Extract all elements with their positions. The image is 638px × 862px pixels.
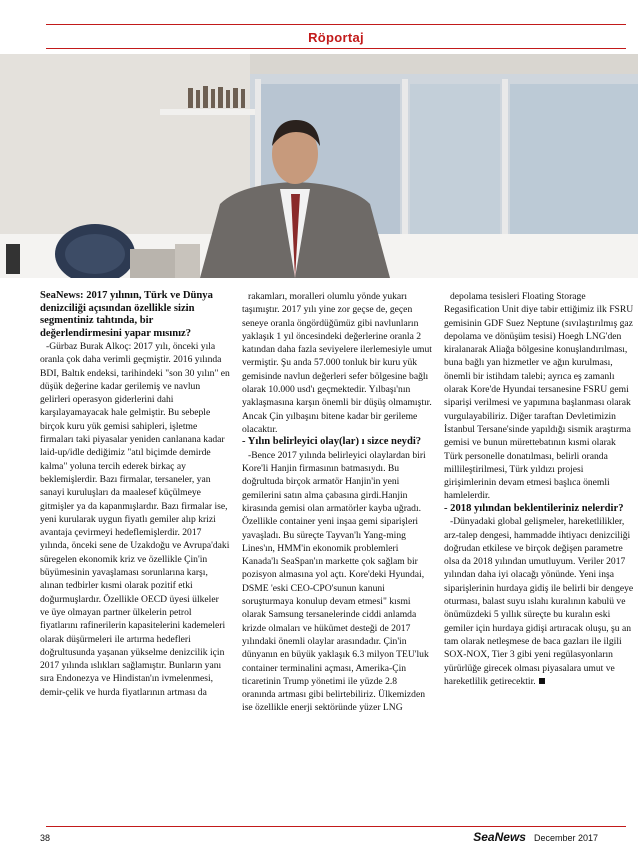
- answer-1: -Gürbaz Burak Alkoç: 2017 yılı, önceki yıla oranla çok daha verimli geçmiştir. 2016 yılında BDI, Baltık endeksi, tarihindeki "son 30 yılın" en düşük değerine kadar gerilemiş ve navlun gelirleri operasyon giderlerini dahi karşılayamayacak hale gelmiştir. Bu sebeple birçok kuru yük gemisi sahipleri, işletme firmaları taki piyasalar yeniden canlanana kadar laid-up/idle dediğimiz "atıl biçimde demirde kalma" yoluna tercih ederek birkaç ay beklemişlerdir. Bazı firmalar, tersaneler, yan sanayi kuruluşları da maalesef küçülmeye gitmişler ya da kapanmışlardır. Bazı firmalar ise, yeni kurularak uygun fiyatlı gemiler alıp krizi avantaja çevirmeyi hedeflemişlerdir. 2017 yılında, önceki sene de Uzakdoğu ve Avrupa'daki süregelen ekonomik kriz ve özellikle Çin'in büyümesinin yavaşlaması sorunlarına karşı, alınan tedbirler kısmi olarak pozitif etki doğurmuşlardır. Özellikle OECD üyesi ülkeler ve üye olmayan partner ülkelerin petrol fiyatlarını rafinerilerin kapasitelerini kademeleri olarak düşürmeleri ile artırma hedefleri doğrultusunda yaşanan yükselme denizcilik için 2017 yılında ıslıkları sağlamıştır. Bunların yanı sıra Endonezya ve Hindistan'ın ivmelenmesi, demir-çelik ve hurda fiyatlarının artması da: [40, 341, 230, 698]
- footer-brand: SeaNews: [473, 830, 526, 844]
- question-3: - 2018 yılından beklentileriniz nelerdir?: [444, 502, 624, 514]
- answer-1-continued: rakamları, moralleri olumlu yönde yukarı taşımıştır. 2017 yılı yine zor geçse de, geçen seneye oranla öngördüğümüz gibi navlunların yaklaşık 1 yıl öncesindeki değerlerine oranla 2 katından daha fazla seviyelere ilerlemesiyle umut vermiştir. Şu anda 57.000 tonluk bir kuru yük gemisinde navlun değerleri sefer bölgesine bağlı olarak 10.000 usd'ı geçmektedir. Yılbaşı'nın yaklaşmasına karşın önemli bir düşüş olmamıştır. Ancak Çin yılbaşını bitene kadar bir gerileme olacaktır.: [242, 291, 432, 435]
- section-title: Röportaj: [308, 30, 364, 45]
- footer-rule: [46, 826, 626, 827]
- photo-illustration: [0, 54, 638, 278]
- question-1: SeaNews: 2017 yılının, Türk ve Dünya denizciliği açısından özellikle sizin segmentiniz tahtında, bir değerlendirmesini yapar mısınız?: [40, 290, 213, 339]
- page-number: 38: [40, 833, 51, 843]
- header-rule-bottom: [46, 48, 626, 49]
- article-column-1: [40, 290, 230, 810]
- end-mark-icon: [539, 678, 545, 684]
- answer-3: -Dünyadaki global gelişmeler, hareketlilikler, arz-talep dengesi, hammadde ihtiyacı denizciliği doğrudan etkilese ve birçok değişen parametre olsa da 2018 yılından umutluyum. Veriler 2017 yılından daha iyi olacağı yönünde. Yeni inşa siparişlerinin hurdaya gidiş ile belirli bir dengeye oturması, balast suyu ıslahı kuralının kabulü ve önümüzdeki 5 yıllık süreçte bu kuralın eski gemiler için hurdaya gidişi artıracak oluşu, şu an tam olarak netleşmese de baca gazları ile ilgili SOX-NOX, Tier 3 gibi yeni regülasyonların yürürlüğe girecek olması piyasalara umut ve hareketlilik getirecektir.: [444, 516, 634, 687]
- interview-photo: [0, 54, 638, 278]
- footer-brand-block: [473, 830, 598, 844]
- header-rule-top: [46, 24, 626, 25]
- answer-2-continued: depolama tesisleri Floating Storage Regasification Unit diye tabir ettiğimiz ilk FSRU gemisinin GDF Suez Neptune (sıvılaştırılmış gaz depolama ve dönüşüm tesisi) Hoegh LNG'den kiralanarak Aliağa bölgesine konuşlandırılması, buna bağlı yan hizmetler ve ağın kurulması, önemli bir istihdam talebi; ayrıca eş zamanlı olarak Kore'de Hyundai tersanesine FSRU gemi siparişi verilmesi ve yapımına başlanması olarak vurgulayabiliriz. Diğer taraftan Devletimizin İstanbul Tersane'sinde yapıldığı sismik araştırma gemisi ve bunun mürettebatının kısmi olarak Türk personelle donatılması, belirli oranda millileştirilmesi, Türk yıldızı projesi girişimlerinin devam etmesi başlıca önemli hamlelerdir.: [444, 291, 634, 502]
- article-body: [40, 290, 634, 810]
- article-column-2: [242, 290, 432, 810]
- answer-3-wrap: [444, 515, 634, 688]
- footer-issue: December 2017: [533, 833, 598, 843]
- article-column-3: [444, 290, 634, 810]
- answer-2: -Bence 2017 yılında belirleyici olaylardan biri Kore'li Hanjin firmasının batmasıydı. Bu doğrultuda birçok armatör Hanjin'in yeni gemilerini satın alma çabasına girdi.Hanjin kirasında gemisi olan armatörler kayba uğradı. Özellikle container yeni inşaa gemi siparişleri yavaşladı. Bu süreçte Tayvan'lı Yang-ming Lines'ın, HMM'in ekonomik problemleri Kanada'lı SeaSpan'ın markette çok sağlam bir pozisyon almasına yol açtı. Kore'deki Hyundai, DSME 'eski CEO-CPO'sunun kanuni soruşturmaya konulup devam etmesi" kısmi olarak Samsung tersanelerinde ciddi anlamda krizde olmaları ve hükümet desteği de 2017 yılındaki önemli olaylar arasındadır. Çin'in dünyanın en büyük yaklaşık 6.3 milyon TEU'luk container terminalini açması, Amerika-Çin ticaretinin Trump yönetimi ile yüzde 2.8 oranında artması gibi belirtebiliriz. Ülkemizden ise özellikle enerji sektöründe yüzer LNG: [242, 449, 429, 714]
- question-2: - Yılın belirleyici olay(lar) ı sizce neydi?: [242, 436, 422, 448]
